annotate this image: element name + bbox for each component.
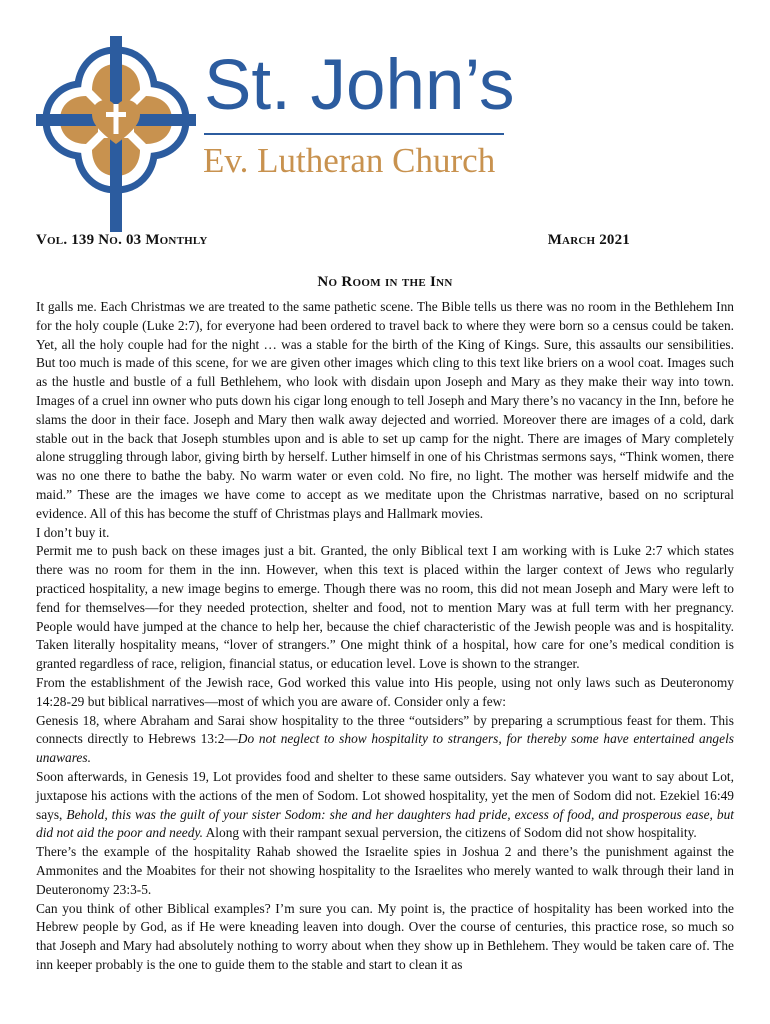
brand-divider <box>204 133 504 135</box>
paragraph-text: Along with their rampant sexual perversion, the citizens of Sodom did not show hospitality. <box>203 825 697 841</box>
paragraph <box>36 768 734 843</box>
paragraph: Can you think of other Biblical examples? I’m sure you can. My point is, the practice of hospitality has been worked into the Hebrew people by God, as if He were kneading leaven into dough. Over the course of centuries, this practice rose, so much so that Joseph and Mary had absolutely nothing to worry about when they show up in Bethlehem. They would be taken care of. The inn keeper probably is the one to guide them to the stable and start to clean it as <box>36 900 734 972</box>
issue-volume: Vol. 139 No. 03 Monthly <box>36 232 208 248</box>
scripture-quote: Behold, this was the guilt of your sister Sodom: she and her daughters had pride, excess of food, and prosperous ease, but did not aid the poor and needy. <box>36 806 734 841</box>
scripture-quote: Do not neglect to show hospitality to strangers, for thereby some have entertained angels unawares. <box>36 731 735 766</box>
paragraph-text: Soon afterwards, in Genesis 19, Lot provides food and shelter to these same outsiders. Say whatever you want to say about Lot, juxtapose his actions with the actions of the men of Sodom. Lot showed hospitality, yet the men of Sodom did not. Ezekiel 16:49 says, <box>36 768 734 822</box>
paragraph: There’s the example of the hospitality Rahab showed the Israelite spies in Joshua 2 and there’s the punishment against the Ammonites and the Moabites for their not showing hospitality to the Israelites who merely wanted to walk through their land in Deuteronomy 23:3-5. <box>36 844 734 897</box>
church-logo-icon <box>36 36 196 232</box>
paragraph: I don’t buy it. <box>36 524 110 540</box>
paragraph: From the establishment of the Jewish race, God worked this value into His people, using not only laws such as Deuteronomy 14:28-29 but biblical narratives—most of which you are aware of. Consider only a few: <box>36 674 734 709</box>
issue-date: March 2021 <box>547 232 630 248</box>
paragraph-text: Genesis 18, where Abraham and Sarai show hospitality to the three “outsiders” by preparing a scrumptious feast for them. This connects directly to Hebrews 13:2— <box>36 712 734 747</box>
church-subtitle: Ev. Lutheran Church <box>203 141 496 180</box>
paragraph <box>36 712 734 768</box>
article-title: No Room in the Inn <box>317 274 453 290</box>
church-name: St. John’s <box>204 46 515 125</box>
paragraph: It galls me. Each Christmas we are treated to the same pathetic scene. The Bible tells us there was no room in the Bethlehem Inn for the holy couple (Luke 2:7), for everyone had been ordered to travel back to where they were born so a census could be taken. Yet, all the holy couple had for the night … was a stable for the birth of the King of Kings. Sure, this assaults our sensibilities. But too much is made of this scene, for we are given other images which cling to this text like briers on a wool coat. Images such as the hustle and bustle of a full Bethlehem, who look with disdain upon Joseph and Mary as they make their way into town. Images of a cruel inn owner who puts down his cigar long enough to tell Joseph and Mary there’s no vacancy in the Inn, before he slams the door in their face. Joseph and Mary then walk away dejected and worried. Moreover there are images of a cold, dark stable out in the back that Joseph stumbles upon and is able to set up camp for the night. There are images of Mary completely alone struggling through labor, giving birth by herself. Luther himself in one of his Christmas sermons says, “Think women, there was no one there to bathe the baby. No warm water or even cold. No fire, no light. The mother was herself midwife and the maid.” These are the images we have come to accept as we meditate upon the Christmas narrative, based on no scriptural evidence. All of this has become the stuff of Christmas plays and Hallmark movies. <box>36 299 734 521</box>
paragraph: Permit me to push back on these images just a bit. Granted, the only Biblical text I am working with is Luke 2:7 which states there was no room for them in the inn. However, when this text is placed within the larger context of Jews who regularly practiced hospitality, a new image begins to emerge. Though there was no room, this did not mean Joseph and Mary were left to fend for themselves—for they needed protection, shelter and food, not to mention Mary was at full term with her pregnancy. People would have jumped at the chance to help her, because the chief characteristic of the Jewish people was and is hospitality. Taken literally hospitality means, “lover of strangers.” One might think of a hospital, how care for one’s medical condition is granted regardless of race, religion, financial status, or education level. Love is shown to the stranger. <box>36 543 734 672</box>
article-body <box>36 298 734 975</box>
